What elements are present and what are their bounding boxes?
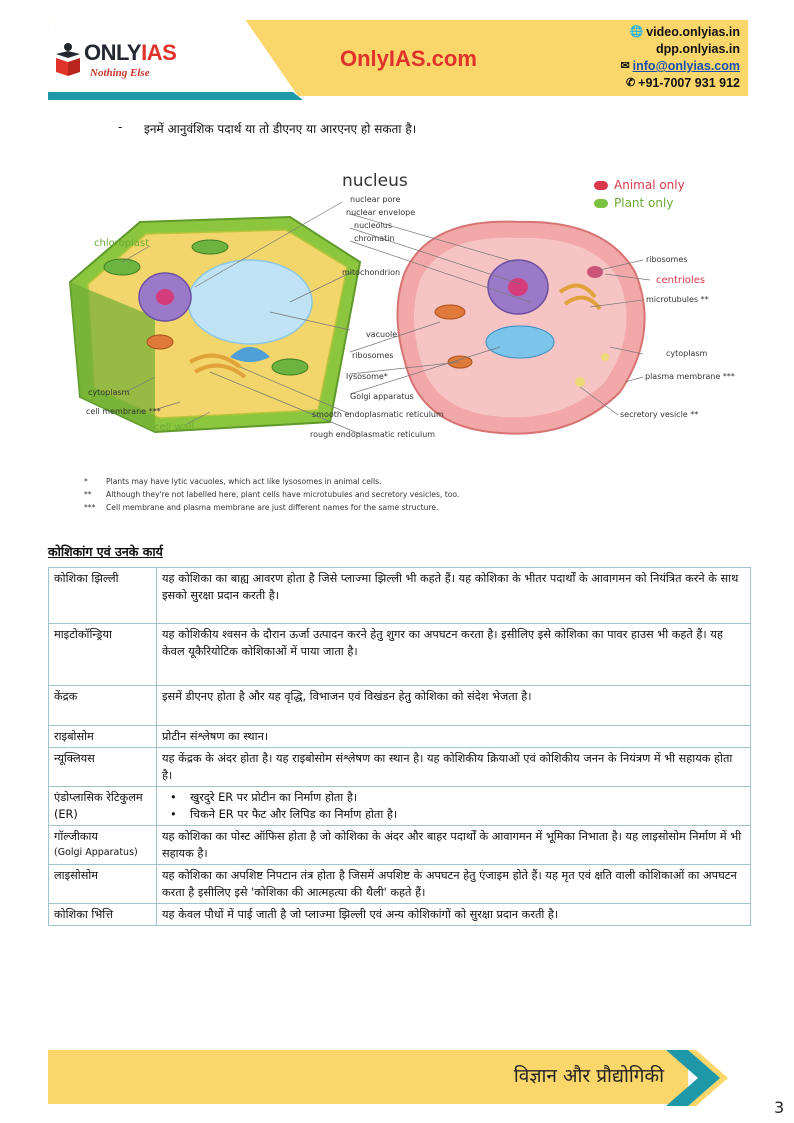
footnote: ** Although they're not labelled here, plant cells have microtubules and secretory vesicles, too. (84, 490, 460, 499)
video-link-row[interactable] (620, 24, 740, 41)
video-link[interactable]: video.onlyias.in (646, 25, 740, 39)
section-title: कोशिकांग एवं उनके कार्य (48, 544, 163, 559)
legend-plant-label: Plant only (614, 196, 674, 210)
bullet-list (162, 789, 745, 823)
term-label: गॉल्जीकाय (54, 830, 98, 843)
legend-swatch-animal (594, 181, 608, 190)
label-cell-membrane: cell membrane *** (86, 407, 161, 416)
description-cell: यह कोशिकीय श्वसन के दौरान ऊर्जा उत्पादन करने हेतु शुगर का अपघटन करता है। इसीलिए इसे कोशिका का पावर हाउस भी कहते हैं। यह केवल यूकैरियोटिक कोशिकाओं में पाया जाता है। (157, 624, 751, 686)
label-cytoplasm-animal: cytoplasm (666, 349, 708, 358)
footnote: *** Cell membrane and plasma membrane are just different names for the same structure. (84, 503, 439, 512)
label-plasma-membrane: plasma membrane *** (645, 372, 735, 381)
term-cell: केंद्रक (49, 686, 157, 726)
label-secretory-vesicle: secretory vesicle ** (620, 410, 699, 419)
table-row (49, 726, 751, 748)
description-cell: यह केंद्रक के अंदर होता है। यह राइबोसोम संश्लेषण का स्थान है। यह कोशिकीय क्रियाओं एवं कोशिकीय जनन के नियंत्रण में भी सहायक होता है। (157, 748, 751, 787)
organelles-table (48, 567, 751, 926)
dpp-link[interactable]: dpp.onlyias.in (655, 42, 740, 56)
intro-text: इनमें आनुवंशिक पदार्थ या तो डीएनए या आरएनए हो सकता है। (144, 122, 417, 136)
diagram-footnotes (84, 475, 459, 514)
table-row (49, 904, 751, 926)
logo-wordmark: ONLYIAS (84, 40, 177, 65)
mail-icon: ✉ (620, 60, 630, 72)
term-cell (49, 826, 157, 865)
dpp-link-row[interactable] (620, 41, 740, 58)
table-row (49, 686, 751, 726)
page-number: 3 (774, 1098, 785, 1117)
table-row (49, 568, 751, 624)
description-cell: इसमें डीएनए होता है और यह वृद्धि, विभाजन एवं विखंडन हेतु कोशिका को संदेश भेजता है। (157, 686, 751, 726)
table-row (49, 748, 751, 787)
list-item: • खुरदुरे ER पर प्रोटीन का निर्माण होता है। (190, 789, 745, 806)
legend-animal-label: Animal only (614, 178, 685, 192)
list-item: • चिकने ER पर फैट और लिपिड का निर्माण होता है। (190, 806, 745, 823)
globe-icon: 🌐 (629, 26, 644, 38)
label-nuclear-pore: nuclear pore (350, 195, 401, 204)
phone-icon: ✆ (625, 77, 636, 89)
cell-diagram (60, 162, 735, 462)
table-row (49, 787, 751, 826)
table-row (49, 826, 751, 865)
email-link[interactable]: info@onlyias.com (632, 59, 740, 73)
label-smooth-er: smooth endoplasmatic reticulum (312, 410, 444, 419)
label-nucleolus: nucleolus (354, 221, 393, 230)
label-cell-wall: cell wall (154, 422, 195, 433)
label-microtubules: microtubules ** (646, 295, 709, 304)
description-cell: यह केवल पौधों में पाई जाती है जो प्लाज्मा झिल्ली एवं अन्य कोशिकांगों को सुरक्षा प्रदान करती है। (157, 904, 751, 926)
label-nucleus: nucleus (342, 171, 408, 191)
page-header (48, 20, 748, 102)
description-cell (157, 787, 751, 826)
label-ribosomes-animal: ribosomes (646, 255, 688, 264)
email-row[interactable] (620, 58, 740, 75)
term-cell: माइटोकॉन्ड्रिया (49, 624, 157, 686)
description-cell: प्रोटीन संश्लेषण का स्थान। (157, 726, 751, 748)
legend-swatch-plant (594, 199, 608, 208)
description-cell: यह कोशिका का अपशिष्ट निपटान तंत्र होता है जिसमें अपशिष्ट के अपघटन हेतु एंजाइम होते हैं। यह मृत एवं क्षति वाली कोशिकाओं का अपघटन करता है इसीलिए इसे 'कोशिका की आत्महत्या की थैली' कहते हैं। (157, 865, 751, 904)
phone-number[interactable]: +91-7007 931 912 (638, 76, 740, 90)
term-cell: कोशिका भित्ति (49, 904, 157, 926)
label-golgi-apparatus: Golgi apparatus (350, 392, 414, 401)
description-cell: यह कोशिका का बाह्य आवरण होता है जिसे प्लाज्मा झिल्ली भी कहते हैं। यह कोशिका के भीतर पदार्थों के आवागमन को नियंत्रित करने के साथ इसको सुरक्षा प्रदान करती है। (157, 568, 751, 624)
legend-plant-only (594, 196, 673, 210)
footer-subject-title: विज्ञान और प्रौद्योगिकी (513, 1065, 664, 1087)
term-cell: लाइसोसोम (49, 865, 157, 904)
legend-animal-only (594, 178, 685, 192)
description-cell: यह कोशिका का पोस्ट ऑफिस होता है जो कोशिका के अंदर और बाहर पदार्थों के आवागमन में भूमिका निभाता है। यह लाइसोसोम निर्माण में भी सहायक है। (157, 826, 751, 865)
label-nuclear-envelope: nuclear envelope (346, 208, 416, 217)
term-cell: कोशिका झिल्ली (49, 568, 157, 624)
label-vacuole: vacuole (366, 330, 398, 339)
label-ribosomes-center: ribosomes (352, 351, 394, 360)
table-row (49, 865, 751, 904)
term-cell: न्यूक्लियस (49, 748, 157, 787)
footnote: * Plants may have lytic vacuoles, which act like lysosomes in animal cells. (84, 477, 382, 486)
label-centrioles: centrioles (656, 275, 706, 286)
label-rough-er: rough endoplasmatic reticulum (310, 430, 436, 439)
phone-row[interactable] (620, 75, 740, 92)
onlyias-logo[interactable] (54, 38, 204, 86)
term-sublabel: (Golgi Apparatus) (54, 847, 138, 858)
intro-dash: - (118, 120, 123, 134)
contact-block (620, 24, 740, 92)
logo-tagline: Nothing Else (90, 67, 150, 79)
label-lysosome: lysosome* (346, 372, 388, 381)
chevron-right-icon (666, 1048, 746, 1108)
animal-cell (398, 222, 645, 434)
term-cell: राइबोसोम (49, 726, 157, 748)
label-chromatin: chromatin (354, 234, 395, 243)
label-cytoplasm-plant: cytoplasm (88, 388, 130, 397)
table-row (49, 624, 751, 686)
header-accent-stripe (48, 92, 303, 100)
site-title[interactable]: OnlyIAS.com (340, 46, 477, 71)
label-mitochondrion: mitochondrion (342, 268, 401, 277)
label-chloroplast: chloroplast (94, 238, 150, 249)
term-cell: एंडोप्लासिक रेटिकुलम (ER) (49, 787, 157, 826)
scholar-icon (54, 42, 84, 78)
page-footer (48, 1050, 748, 1106)
